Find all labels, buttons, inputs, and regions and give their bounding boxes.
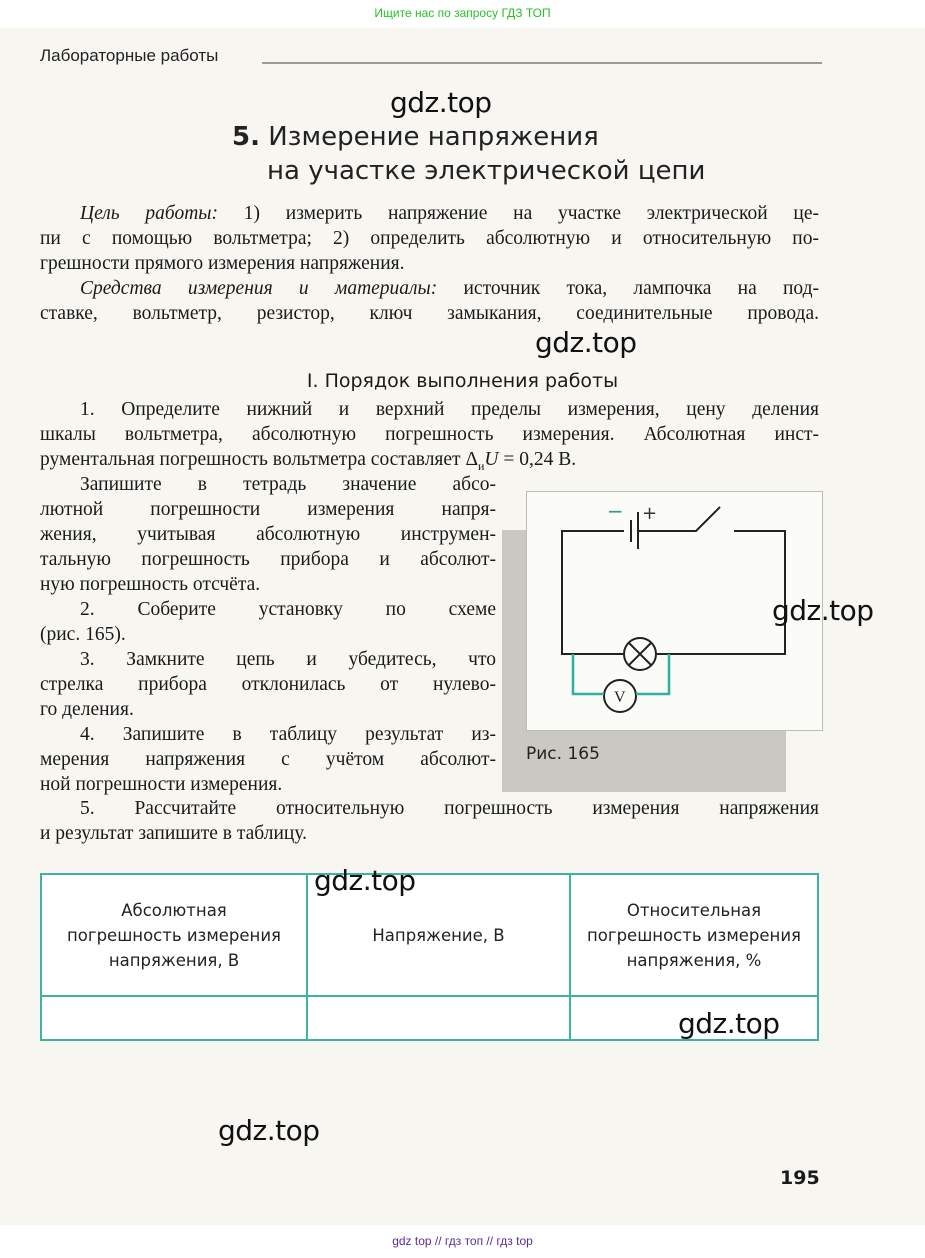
wire <box>562 531 624 654</box>
goal-label: Цель работы: <box>80 203 218 224</box>
step-line: ную погрешность отсчёта. <box>40 574 261 595</box>
watermark: gdz.top <box>218 1114 320 1147</box>
figure-caption: Рис. 165 <box>526 744 600 764</box>
watermark: gdz.top <box>678 1007 780 1040</box>
step-line: лютной погрешности измерения напря- <box>40 499 496 520</box>
step-line: 2. Соберите установку по схеме <box>80 599 496 620</box>
step-line: го деления. <box>40 699 134 720</box>
section-heading: I. Порядок выполнения работы <box>306 370 619 392</box>
lab-number: 5. <box>232 122 260 152</box>
watermark: gdz.top <box>314 864 416 897</box>
step-line: тальную погрешность прибора и абсолют- <box>40 549 496 570</box>
page-number: 195 <box>780 1167 820 1189</box>
voltage-symbol: U <box>484 449 499 470</box>
watermark: gdz.top <box>772 594 874 627</box>
step5-line: 5. Рассчитайте относительную погрешность измерения напряжения <box>80 798 819 819</box>
step5-line: и результат запишите в таблицу. <box>40 823 308 844</box>
watermark: gdz.top <box>390 86 492 119</box>
step-line: (рис. 165). <box>40 624 126 645</box>
table-header-row <box>41 874 818 996</box>
top-banner-link[interactable]: Ищите нас по запросу ГДЗ ТОП <box>374 6 551 20</box>
subscript: и <box>478 458 485 473</box>
step-line: Запишите в тетрадь значение абсо- <box>80 474 496 495</box>
step-line: 4. Запишите в таблицу результат из- <box>80 724 496 745</box>
watermark: gdz.top <box>535 326 637 359</box>
running-head: Лабораторные работы <box>40 46 219 65</box>
table-cell[interactable] <box>41 996 307 1040</box>
title-text: Измерение напряжения <box>268 122 599 152</box>
step-line: жения, учитывая абсолютную инструмен- <box>40 524 496 545</box>
voltmeter-label: V <box>614 689 626 706</box>
header-relative-error: Относительная погрешность измерения напряжения, % <box>570 874 818 996</box>
goal-line: пи с помощью вольтметра; 2) определить абсолютную и относительную по- <box>40 228 819 249</box>
lab-title-line2: на участке электрической цепи <box>267 156 706 186</box>
delta-symbol: рументальная погрешность вольтметра составляет Δ <box>40 449 478 470</box>
wire <box>657 531 785 654</box>
lamp-cross <box>629 643 651 665</box>
value-text: = 0,24 В. <box>498 449 577 470</box>
step-line: ной погрешности измерения. <box>40 774 283 795</box>
step-line: 3. Замкните цепь и убедитесь, что <box>80 649 496 670</box>
header-absolute-error: Абсолютная погрешность измерения напряжения, В <box>41 874 307 996</box>
footer-links[interactable]: gdz top // гдз топ // гдз top <box>392 1234 533 1248</box>
materials-text: источник тока, лампочка на под- <box>437 278 820 299</box>
step1-line: 1. Определите нижний и верхний пределы измерения, цену деления <box>80 399 819 420</box>
header-voltage: Напряжение, В <box>307 874 570 996</box>
minus-sign: − <box>607 499 624 523</box>
goal-line: грешности прямого измерения напряжения. <box>40 253 405 274</box>
materials-line: ставке, вольтметр, резистор, ключ замыкания, соединительные провода. <box>40 303 819 324</box>
materials-label: Средства измерения и материалы: <box>80 278 438 299</box>
header-rule <box>262 62 822 64</box>
lab-title-line1 <box>232 122 599 152</box>
step-line: стрелка прибора отклонилась от нулево- <box>40 674 496 695</box>
materials-line <box>80 276 819 301</box>
plus-sign: + <box>642 503 658 524</box>
goal-line <box>80 201 819 226</box>
table-cell[interactable] <box>307 996 570 1040</box>
step-line: мерения напряжения с учётом абсолют- <box>40 749 496 770</box>
step1-line: шкалы вольтметра, абсолютную погрешность измерения. Абсолютная инст- <box>40 424 819 445</box>
goal-text: 1) измерить напряжение на участке электрической це- <box>217 203 819 224</box>
